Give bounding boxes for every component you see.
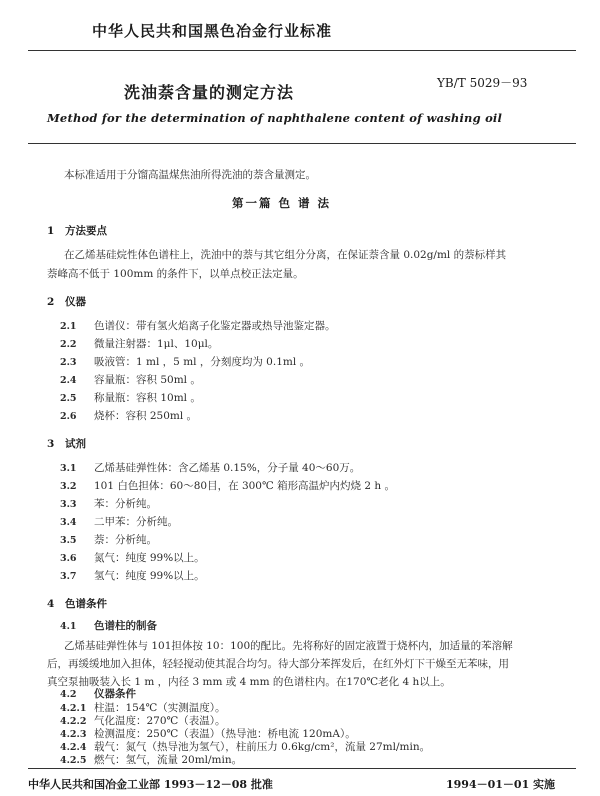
title-rule: [28, 143, 576, 144]
clause-number: 2.6: [60, 411, 77, 422]
clause-number: 4.2.5: [60, 755, 87, 766]
clause-text: 柱温：154℃（实测温度）。: [94, 702, 226, 714]
effective-date: 1994－01－01 实施: [446, 778, 556, 791]
clause-text: 烧杯：容积 250ml 。: [94, 410, 198, 422]
clause-number: 4.2.2: [60, 716, 87, 727]
clause-number: 2.1: [60, 321, 77, 332]
clause-number: 3.3: [60, 499, 77, 510]
section-1-heading: [47, 223, 107, 238]
section-number: 2: [47, 296, 55, 308]
clause-text: 乙烯基硅弹性体：含乙烯基 0.15%，分子量 40～60万。: [94, 462, 361, 474]
list-item: [60, 514, 178, 529]
section-number: 4: [47, 598, 55, 610]
clause-text: 载气：氮气（热导池为氢气），柱前压力 0.6kg/cm²，流量 27ml/min。: [94, 741, 431, 753]
section-title: 仪器: [65, 296, 86, 308]
list-item: [60, 336, 218, 351]
document-title-en: Method for the determination of naphthalene content of washing oil: [47, 111, 503, 125]
clause-title: 仪器条件: [94, 688, 136, 700]
section-number: 3: [47, 438, 55, 450]
clause-text: 101 白色担体：60～80目，在 300℃ 箱形高温炉内灼烧 2 h 。: [94, 480, 396, 492]
list-item: [60, 372, 201, 387]
section-4-heading: [47, 596, 107, 611]
clause-text: 吸液管：1 ml ，5 ml ，分刻度均为 0.1ml 。: [94, 356, 311, 368]
section-1-text-line: 在乙烯基硅烷性体色谱柱上，洗油中的萘与其它组分分离，在保证萘含量 0.02g/ml 的萘标样其: [64, 249, 507, 261]
list-item: [60, 496, 157, 511]
section-title: 方法要点: [65, 225, 107, 237]
clause-number: 4.2.4: [60, 742, 87, 753]
subsection-4-1-heading: [60, 618, 157, 633]
clause-number: 3.1: [60, 463, 77, 474]
clause-title: 色谱柱的制备: [94, 620, 157, 632]
clause-number: 4.2.3: [60, 729, 87, 740]
clause-number: 4.1: [60, 621, 77, 632]
list-item: [60, 354, 310, 369]
clause-number: 4.2.1: [60, 703, 87, 714]
clause-text: 二甲苯：分析纯。: [94, 516, 178, 528]
approval-info: 中华人民共和国冶金工业部 1993－12－08 批准: [28, 778, 273, 791]
clause-number: 3.4: [60, 517, 77, 528]
clause-number: 4.2: [60, 689, 77, 700]
footer-rule: [28, 768, 576, 769]
clause-text: 容量瓶：容积 50ml 。: [94, 374, 201, 386]
clause-text: 气化温度：270℃（表温）。: [94, 715, 226, 727]
section-title: 试剂: [65, 438, 86, 450]
clause-text: 苯：分析纯。: [94, 498, 157, 510]
list-item: [60, 568, 205, 583]
clause-text: 色谱仪：带有氢火焰离子化鉴定器或热导池鉴定器。: [94, 320, 336, 332]
clause-number: 3.6: [60, 553, 77, 564]
clause-text: 萘：分析纯。: [94, 534, 157, 546]
subsection-4-1-text-line: 后，再缓缓地加入担体，轻轻搅动使其混合均匀。待大部分苯挥发后，在红外灯下干燥至无苯味，用: [47, 658, 509, 670]
list-item: [60, 532, 157, 547]
list-item: [60, 478, 395, 493]
scope-paragraph: 本标准适用于分馏高温煤焦油所得洗油的萘含量测定。: [64, 169, 316, 181]
issuing-org: 中华人民共和国黑色冶金行业标准: [92, 22, 333, 40]
list-item: [60, 550, 205, 565]
section-number: 1: [47, 225, 55, 237]
header-rule: [28, 50, 576, 51]
clause-number: 3.7: [60, 571, 77, 582]
clause-text: 检测温度：250℃（表温）（热导池：桥电流 120mA）。: [94, 728, 356, 740]
clause-number: 2.2: [60, 339, 77, 350]
clause-number: 2.3: [60, 357, 77, 368]
subsection-4-1-text-line: 乙烯基硅弹性体与 101担体按 10：100的配比。先将称好的固定液置于烧杯内，加适量的苯溶解: [64, 640, 513, 652]
clause-number: 3.2: [60, 481, 77, 492]
list-item: [60, 460, 360, 475]
list-item: [60, 390, 201, 405]
clause-number: 2.4: [60, 375, 77, 386]
clause-number: 2.5: [60, 393, 77, 404]
list-item: [60, 318, 336, 333]
subsection-4-2-heading: [60, 686, 136, 701]
part-heading: 第一篇 色 谱 法: [232, 196, 332, 210]
section-2-heading: [47, 294, 86, 309]
clause-number: 3.5: [60, 535, 77, 546]
document-title-cn: 洗油萘含量的测定方法: [124, 83, 295, 102]
section-1-text-line: 萘峰高不低于 100mm 的条件下，以单点校正法定量。: [47, 268, 304, 280]
standard-code: YB/T 5029－93: [437, 76, 528, 90]
clause-text: 燃气：氢气，流量 20ml/min。: [94, 754, 243, 766]
clause-text: 微量注射器：1μl、10μl。: [94, 338, 219, 350]
section-title: 色谱条件: [65, 598, 107, 610]
clause-text: 氢气：纯度 99%以上。: [94, 570, 205, 582]
section-3-heading: [47, 436, 86, 451]
clause-text: 称量瓶：容积 10ml 。: [94, 392, 201, 404]
clause-text: 氮气：纯度 99%以上。: [94, 552, 205, 564]
list-item: [60, 408, 197, 423]
subsection-4-1-text-line: 真空泵抽吸装入长 1 m ，内径 3 mm 或 4 mm 的色谱柱内。在170℃老化 4 h以上。: [47, 676, 451, 688]
list-item: [60, 752, 242, 767]
